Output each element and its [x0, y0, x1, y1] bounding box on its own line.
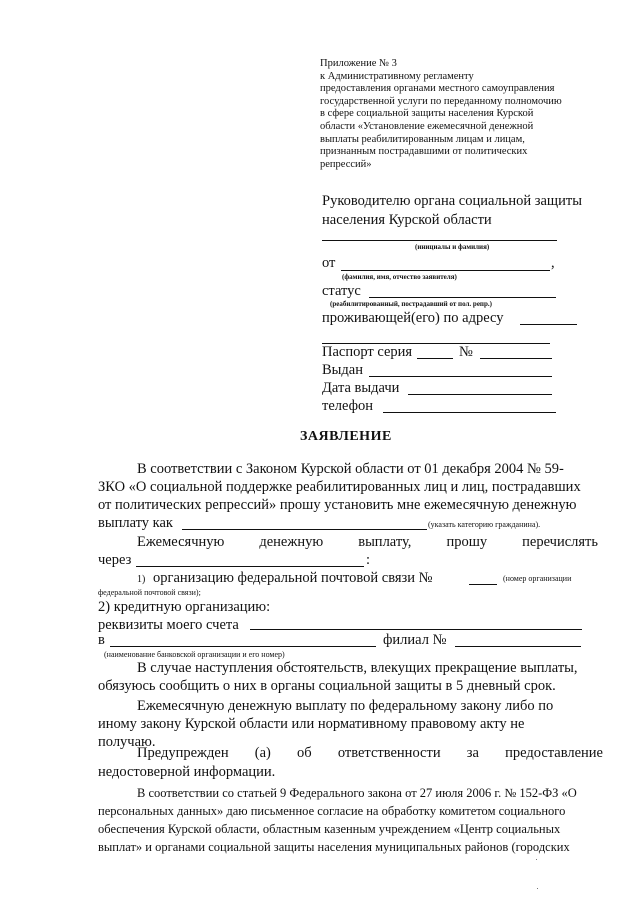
- paragraph-1-line: ЗКО «О социальной поддержке реабилитированных лиц и лиц, пострадавших: [98, 479, 581, 495]
- paragraph-4-line: получаю.: [98, 734, 156, 750]
- addressee-line-2: населения Курской области: [322, 212, 492, 228]
- passport-number-field[interactable]: [480, 358, 552, 359]
- paragraph-2-line: [137, 534, 598, 551]
- applicant-name-field[interactable]: [341, 270, 550, 271]
- bank-hint: (наименование банковской организации и его номер): [104, 650, 285, 659]
- issued-field[interactable]: [369, 376, 552, 377]
- paragraph-3-line: В случае наступления обстоятельств, влекущих прекращение выплаты,: [137, 660, 578, 676]
- citizen-category-hint: (указать категорию гражданина).: [428, 520, 541, 529]
- appendix-line: Приложение № 3: [320, 58, 397, 69]
- citizen-category-field[interactable]: [182, 529, 427, 530]
- from-comma: ,: [551, 255, 555, 271]
- through-label: через: [98, 552, 132, 568]
- option-1-text: организацию федеральной почтовой связи №: [153, 570, 433, 586]
- scan-speck: [536, 859, 537, 860]
- initials-hint: (инициалы и фамилия): [415, 243, 490, 251]
- phone-field[interactable]: [383, 412, 556, 413]
- appendix-line: в сфере социальной защиты населения Курской: [320, 108, 534, 120]
- branch-label: филиал №: [383, 632, 447, 648]
- document-title: ЗАЯВЛЕНИЕ: [300, 429, 392, 444]
- appendix-line: государственной услуги по переданному полномочию: [320, 95, 562, 107]
- phone-label: телефон: [322, 398, 374, 414]
- appendix-line: к Административному регламенту: [320, 70, 474, 82]
- appendix-line: выплаты реабилитированным лицам и лицам,: [320, 133, 525, 145]
- bank-name-field[interactable]: [110, 646, 376, 647]
- fio-hint: (фамилия, имя, отчество заявителя): [342, 273, 457, 281]
- word: перечислять: [522, 534, 598, 550]
- issue-date-field[interactable]: [408, 394, 552, 395]
- initials-field[interactable]: [322, 240, 557, 241]
- addressee-line-1: Руководителю органа социальной защиты: [322, 193, 582, 209]
- option-2-text: 2) кредитную организацию:: [98, 599, 271, 615]
- residence-field[interactable]: [520, 324, 577, 325]
- status-hint: (реабилитированный, пострадавший от пол. репр.): [330, 300, 492, 308]
- passport-series-field[interactable]: [417, 358, 453, 359]
- appendix-line: признанным пострадавшими от политических: [320, 146, 528, 158]
- bank-in-label: в: [98, 632, 105, 648]
- passport-number-sign: №: [459, 344, 473, 360]
- paragraph-3-line: обязуюсь сообщить о них в органы социальной защиты в 5 дневный срок.: [98, 678, 556, 694]
- appendix-line: предоставления органами местного самоуправления: [320, 83, 555, 95]
- post-office-number-field[interactable]: [469, 584, 497, 585]
- word: об: [297, 745, 312, 761]
- issued-label: Выдан: [322, 362, 363, 378]
- appendix-header: [320, 58, 610, 171]
- branch-number-field[interactable]: [455, 646, 581, 647]
- appendix-line: репрессий»: [320, 158, 372, 170]
- paragraph-4-line: иному закону Курской области или нормативному правовому акту не: [98, 716, 525, 732]
- paragraph-4-line: Ежемесячную денежную выплату по федеральному закону либо по: [137, 698, 554, 714]
- word: Ежемесячную: [137, 534, 225, 550]
- option-1-hint: (номер организации: [503, 574, 572, 583]
- paragraph-1-line: от политических репрессий» прошу установить мне ежемесячную денежную: [98, 497, 577, 513]
- word: прошу: [446, 534, 488, 550]
- option-1-hint-continued: федеральной почтовой связи);: [98, 588, 201, 597]
- word: за: [466, 745, 479, 761]
- account-details-field[interactable]: [250, 629, 582, 630]
- from-label: от: [322, 255, 336, 271]
- paragraph-1-line: выплату как: [98, 515, 173, 531]
- issue-date-label: Дата выдачи: [322, 380, 400, 396]
- appendix-line: области «Установление ежемесячной денежной: [320, 120, 534, 132]
- word: денежную: [259, 534, 324, 550]
- word: предоставление: [505, 745, 603, 761]
- status-field[interactable]: [369, 297, 556, 298]
- word: (а): [254, 745, 271, 761]
- paragraph-5-line: недостоверной информации.: [98, 764, 276, 780]
- residence-label: проживающей(его) по адресу: [322, 310, 504, 326]
- word: Предупрежден: [137, 745, 229, 761]
- passport-label: Паспорт серия: [322, 344, 413, 360]
- paragraph-6-line: персональных данных» даю письменное согласие на обработку комитетом социального: [98, 804, 566, 818]
- account-label: реквизиты моего счета: [98, 617, 239, 633]
- status-label: статус: [322, 283, 361, 299]
- through-colon: :: [366, 552, 371, 568]
- word: выплату,: [358, 534, 412, 550]
- payment-method-field[interactable]: [136, 566, 364, 567]
- paragraph-6-line: В соответствии со статьей 9 Федерального закона от 27 июля 2006 г. № 152-ФЗ «О: [137, 786, 577, 800]
- paragraph-6-line: обеспечения Курской области, областным казенным учреждением «Центр социальных: [98, 822, 561, 836]
- paragraph-1-line: В соответствии с Законом Курской области от 01 декабря 2004 № 59-: [137, 461, 564, 477]
- word: ответственности: [337, 745, 441, 761]
- paragraph-6-line: выплат» и органами социальной защиты населения муниципальных районов (городских: [98, 840, 570, 854]
- option-1-number: 1): [137, 574, 146, 585]
- paragraph-5-line: [137, 745, 603, 762]
- scan-speck: [537, 888, 538, 889]
